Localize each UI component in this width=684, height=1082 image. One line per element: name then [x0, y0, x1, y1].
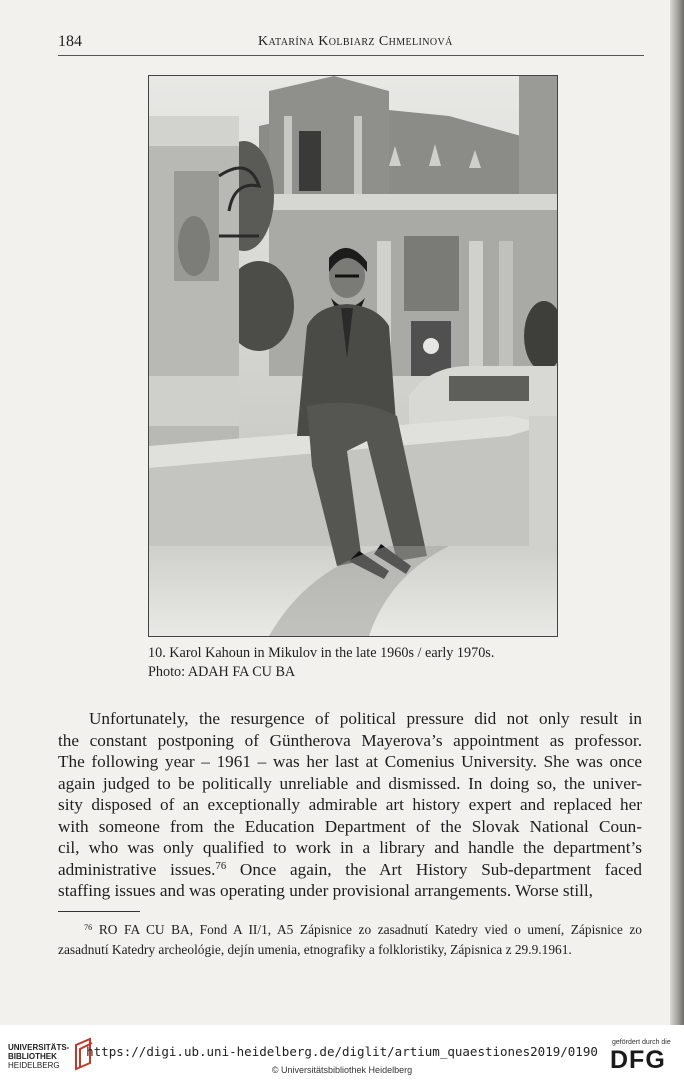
library-name-line: UNIVERSITÄTS- [8, 1043, 70, 1052]
library-name-line: BIBLIOTHEK [8, 1052, 57, 1061]
footnote-text: RO FA CU BA, Fond A II/1, A5 Zápisnice zo zasadnutí Katedry vied o umení, Zápisnice zo [92, 922, 642, 937]
body-line-with-note [58, 859, 642, 881]
footnote-line-2: zasadnutí Katedry archeológie, dejín umenia, etnografiky a folkloristiky, Zápisnica z 29.9.1961. [58, 942, 572, 957]
body-text-segment: administrative issues. [58, 859, 216, 879]
body-line: The following year – 1961 – was her last at Comenius University. She was once [58, 752, 642, 771]
body-line: sity disposed of an exceptionally admirable art history expert and replaced her [58, 795, 642, 814]
footnote-number: 76 [84, 923, 93, 933]
footnote-ref-76[interactable]: 76 [215, 861, 227, 873]
header-rule [58, 55, 644, 56]
permalink-link[interactable]: https://digi.ub.uni-heidelberg.de/diglit/artium_quaestiones2019/0190 [86, 1044, 598, 1059]
figure-caption [148, 644, 588, 682]
caption-credit: Photo: ADAH FA CU BA [148, 664, 296, 680]
page-edge-shadow [670, 0, 684, 1025]
footnote-rule [58, 911, 140, 912]
body-line: with someone from the Education Department of the Slovak National Coun- [58, 816, 642, 836]
body-text-segment: Once again, the Art History Sub-department faced [226, 859, 642, 879]
copyright-notice: © Universitätsbibliothek Heidelberg [271, 1065, 413, 1075]
caption-line-1: 10. Karol Kahoun in Mikulov in the late 1960s / early 1970s. [148, 645, 495, 661]
body-line: again judged to be politically unreliable and dismissed. In doing so, the univer- [58, 773, 642, 793]
body-line: the constant postponing of Güntherova Mayerova’s appointment as professor. [58, 730, 642, 750]
body-paragraph [58, 708, 642, 902]
footnote-line-1 [58, 920, 642, 940]
library-name-line: HEIDELBERG [8, 1061, 60, 1070]
dfg-logo: DFG [610, 1046, 666, 1074]
footnote [58, 920, 642, 960]
body-line: staffing issues and was operating under provisional arrangements. Worse still, [58, 881, 593, 900]
body-line: Unfortunately, the resurgence of political pressure did not only result in [89, 709, 642, 728]
funded-by-label: gefördert durch die [612, 1039, 671, 1046]
running-head-author: Katarína Kolbiarz Chmelinová [258, 34, 453, 49]
body-line: cil, who was only qualified to work in a library and handle the department’s [58, 838, 642, 857]
permalink-url[interactable] [0, 1044, 684, 1059]
page-number: 184 [58, 33, 82, 50]
figure-photo [148, 75, 558, 637]
photo-image [149, 76, 557, 636]
